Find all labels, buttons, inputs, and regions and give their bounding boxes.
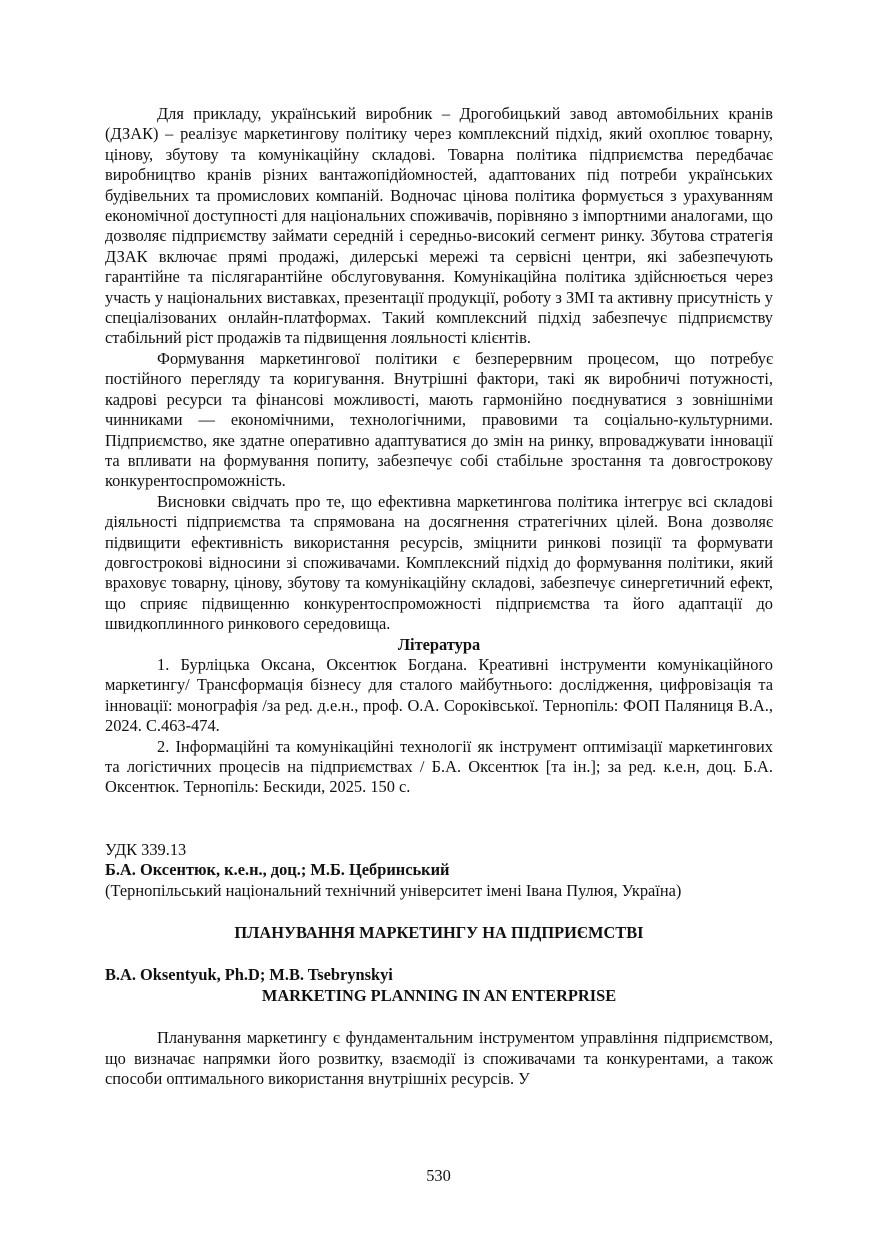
- paragraph-dzak-example: Для прикладу, український виробник – Дрогобицький завод автомобільних кранів (ДЗАК) – реалізує маркетингову політику через комплексний підхід, який охоплює товарну, цінову, збутову та комунікаційну складові. Товарна політика підприємства передбачає виробництво кранів різних вантажопідйомностей, адаптованих під потреби українських будівельних та промислових компаній. Водночас цінова політика формується з урахуванням економічної доступності для національних споживачів, порівняно з імпортними аналогами, що дозволяє підприємству займати середній і середньо-високий сегмент ринку. Збутова стратегія ДЗАК включає прямі продажі, дилерські мережі та сервісні центри, які забезпечують гарантійне та післягарантійне обслуговування. Комунікаційна політика здійснюється через участь у національних виставках, презентації продукції, роботу з ЗМІ та активну присутність у спеціалізованих онлайн-платформах. Такий комплексний підхід забезпечує підприємству стабільний ріст продажів та підвищення лояльності клієнтів.: [105, 104, 773, 348]
- udc-code: УДК 339.13: [105, 839, 187, 859]
- paragraph-policy-formation: Формування маркетингової політики є безперервним процесом, що потребує постійного перегляду та коригування. Внутрішні фактори, такі як виробничі потужності, кадрові ресурси та фінансові можливості, мають гармонійно поєднуватися з зовнішніми чинниками — економічними, технологічними, правовими та соціально-культурними. Підприємство, яке здатне оперативно адаптуватися до змін на ринку, впроваджувати інновації та впливати на формування попиту, забезпечує собі стабільне зростання та довгострокову конкурентоспроможність.: [105, 348, 773, 491]
- literature-heading: Література: [397, 634, 481, 654]
- reference-item: 2. Інформаційні та комунікаційні технології як інструмент оптимізації маркетингових та логістичних процесів на підприємствах / Б.А. Оксентюк [та ін.]; за ред. к.е.н, доц. Б.А. Оксентюк. Тернопіль: Бескиди, 2025. 150 с.: [105, 736, 773, 797]
- paragraph-conclusions: Висновки свідчать про те, що ефективна маркетингова політика інтегрує всі складові діяльності підприємства та спрямована на досягнення стратегічних цілей. Вона дозволяє підвищити ефективність використання ресурсів, зміцнити ринкові позиції та формувати довгострокові відносини зі споживачами. Комплексний підхід до формування політики, який враховує товарну, цінову, збутову та комунікаційну складові, забезпечує синергетичний ефект, що сприяє підвищенню конкурентоспроможності підприємства та його адаптації до швидкоплинного ринкового середовища.: [105, 491, 773, 634]
- page-body: [105, 104, 773, 1089]
- affiliation: (Тернопільський національний технічний університет імені Івана Пулюя, Україна): [105, 880, 682, 900]
- article-intro-paragraph: Планування маркетингу є фундаментальним інструментом управління підприємством, що визначає напрямки його розвитку, взаємодії із споживачами та конкурентами, а також способи оптимального використання внутрішніх ресурсів. У: [105, 1028, 773, 1089]
- section-gap: [105, 901, 773, 923]
- authors-en: B.A. Oksentyuk, Ph.D; M.B. Tsebrynskyi: [105, 965, 393, 985]
- article-title-ua: ПЛАНУВАННЯ МАРКЕТИНГУ НА ПІДПРИЄМСТВІ: [234, 923, 644, 943]
- page-number: 530: [426, 1166, 451, 1185]
- section-gap: [105, 798, 773, 840]
- section-gap: [105, 1006, 773, 1028]
- article-title-en: MARKETING PLANNING IN AN ENTERPRISE: [261, 985, 617, 1005]
- reference-item: 1. Бурліцька Оксана, Оксентюк Богдана. Креативні інструменти комунікаційного маркетингу/ Трансформація бізнесу для сталого майбутнього: дослідження, цифровізація та інновації: монографія /за ред. д.е.н., проф. О.А. Сороківської. Тернопіль: ФОП Паляниця В.А., 2024. С.463-474.: [105, 654, 773, 736]
- section-gap: [105, 943, 773, 965]
- authors-ua: Б.А. Оксентюк, к.е.н., доц.; М.Б. Цебринський: [105, 860, 450, 880]
